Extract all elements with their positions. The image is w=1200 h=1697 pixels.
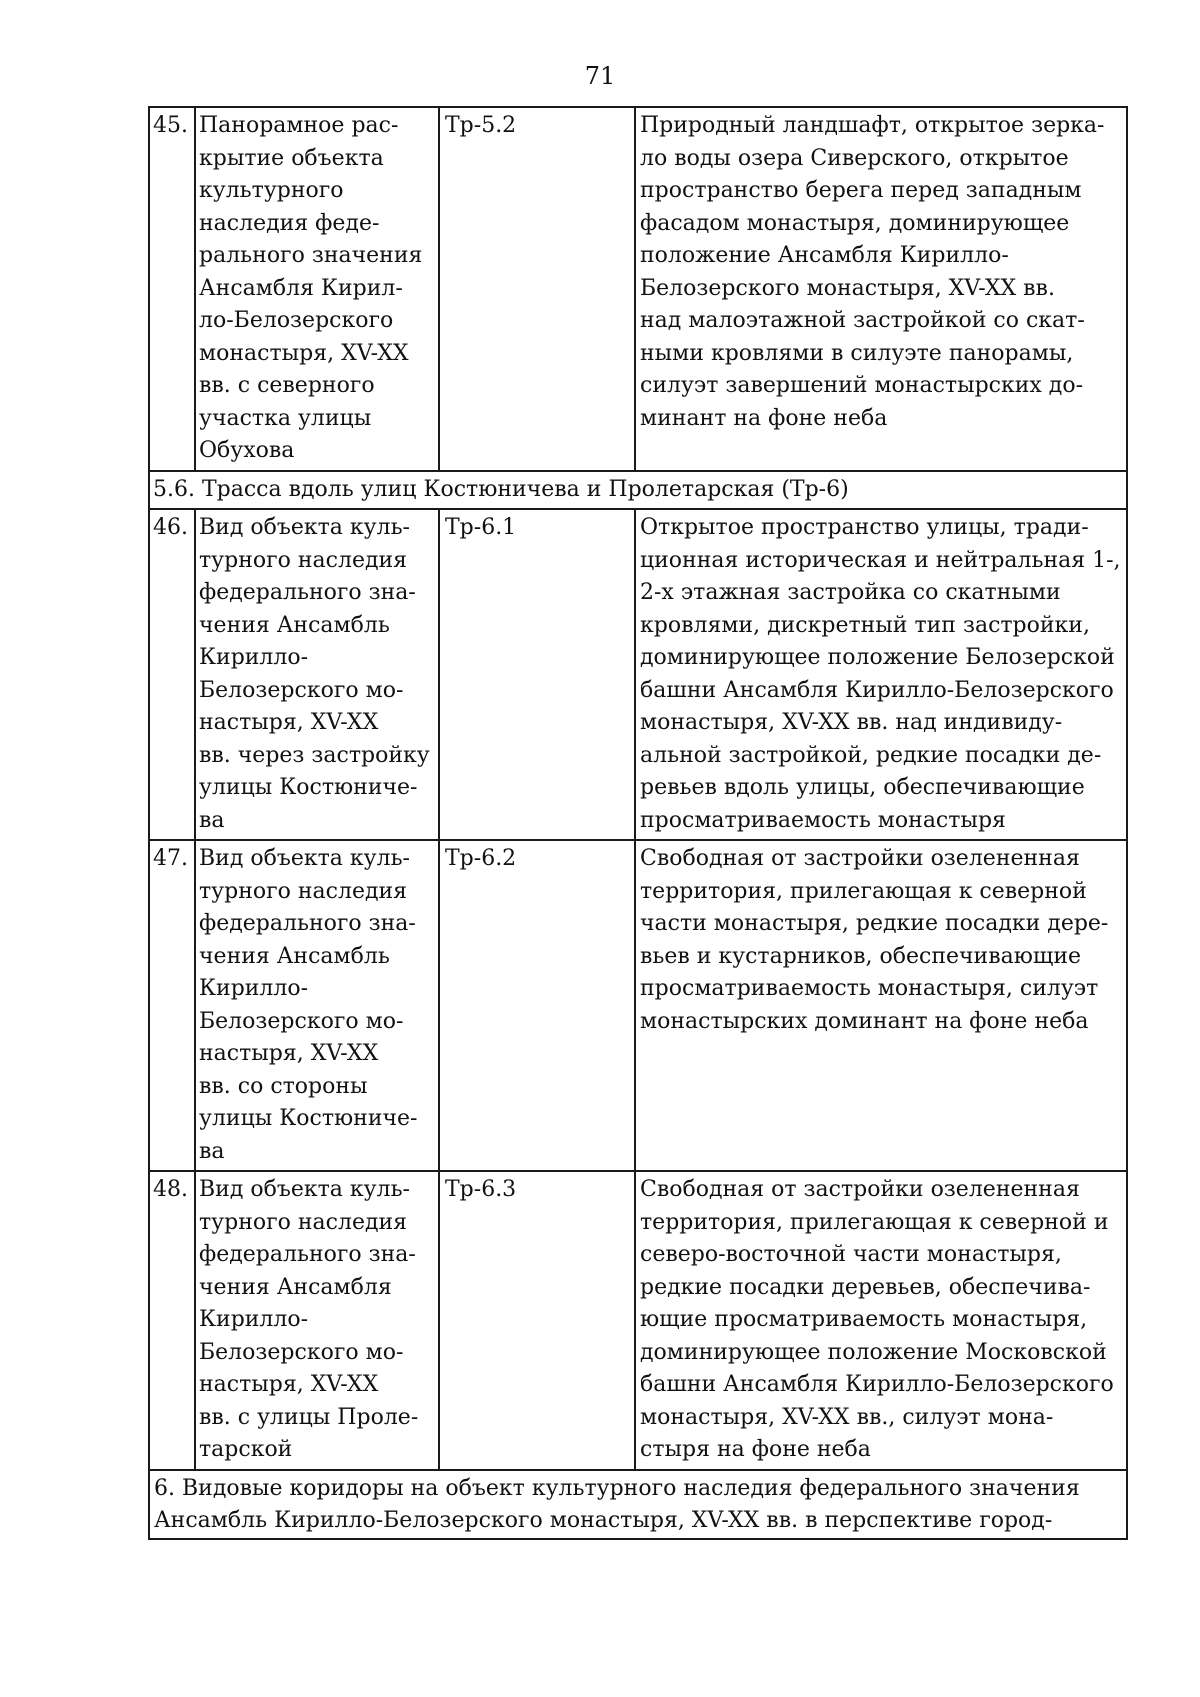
section-heading: 5.6. Трасса вдоль улиц Костюничева и Пролетарская (Тр-6) — [149, 471, 1127, 510]
view-description: Вид объекта куль- турного наследия федерального зна- чения Ансамбль Кирилло- Белозерского мо- настыря, XV-XX вв. со стороны улицы Костюниче- ва — [195, 840, 439, 1171]
landscape-description: Свободная от застройки озелененная территория, прилегающая к северной части монастыря, редкие посадки дере- вьев и кустарников, обеспечивающие просматриваемость монастыря, силуэт монастырских доминант на фоне неба — [635, 840, 1127, 1171]
view-description: Вид объекта куль- турного наследия федерального зна- чения Ансамбля Кирилло- Белозерского мо- настыря, XV-XX вв. с улицы Проле- тарской — [195, 1171, 439, 1470]
table-row — [149, 509, 1127, 840]
route-code: Тр-6.1 — [439, 509, 635, 840]
section-row — [149, 471, 1127, 510]
table-row — [149, 1171, 1127, 1470]
table-row — [149, 107, 1127, 471]
table-row — [149, 840, 1127, 1171]
section-heading: 6. Видовые коридоры на объект культурного наследия федерального значения Ансамбль Кирилло-Белозерского монастыря, XV-XX вв. в перспективе город- — [149, 1470, 1127, 1539]
row-number: 48. — [149, 1171, 195, 1470]
landscape-description: Свободная от застройки озелененная территория, прилегающая к северной и северо-восточной части монастыря, редкие посадки деревьев, обеспечива- ющие просматриваемость монастыря, доминирующее положение Московской башни Ансамбля Кирилло-Белозерского монастыря, XV-XX вв., силуэт мона- стыря на фоне неба — [635, 1171, 1127, 1470]
view-description: Вид объекта куль- турного наследия федерального зна- чения Ансамбль Кирилло- Белозерского мо- настыря, XV-XX вв. через застройку улицы Костюниче- ва — [195, 509, 439, 840]
route-code: Тр-6.3 — [439, 1171, 635, 1470]
landscape-description: Открытое пространство улицы, тради- ционная историческая и нейтральная 1-, 2-х этажная застройка со скатными кровлями, дискретный тип застройки, доминирующее положение Белозерской башни Ансамбля Кирилло-Белозерского монастыря, XV-XX вв. над индивиду- альной застройкой, редкие посадки де- ревьев вдоль улицы, обеспечивающие просматриваемость монастыря — [635, 509, 1127, 840]
section-row — [149, 1470, 1127, 1539]
page-number: 71 — [584, 62, 616, 90]
route-code: Тр-5.2 — [439, 107, 635, 471]
row-number: 47. — [149, 840, 195, 1171]
route-code: Тр-6.2 — [439, 840, 635, 1171]
view-description: Панорамное рас- крытие объекта культурного наследия феде- рального значения Ансамбля Кирил- ло-Белозерского монастыря, XV-XX вв. с северного участка улицы Обухова — [195, 107, 439, 471]
row-number: 46. — [149, 509, 195, 840]
view-corridors-table — [148, 106, 1128, 1540]
landscape-description: Природный ландшафт, открытое зерка- ло воды озера Сиверского, открытое пространство берега перед западным фасадом монастыря, доминирующее положение Ансамбля Кирилло- Белозерского монастыря, XV-XX вв. над малоэтажной застройкой со скат- ными кровлями в силуэте панорамы, силуэт завершений монастырских до- минант на фоне неба — [635, 107, 1127, 471]
row-number: 45. — [149, 107, 195, 471]
